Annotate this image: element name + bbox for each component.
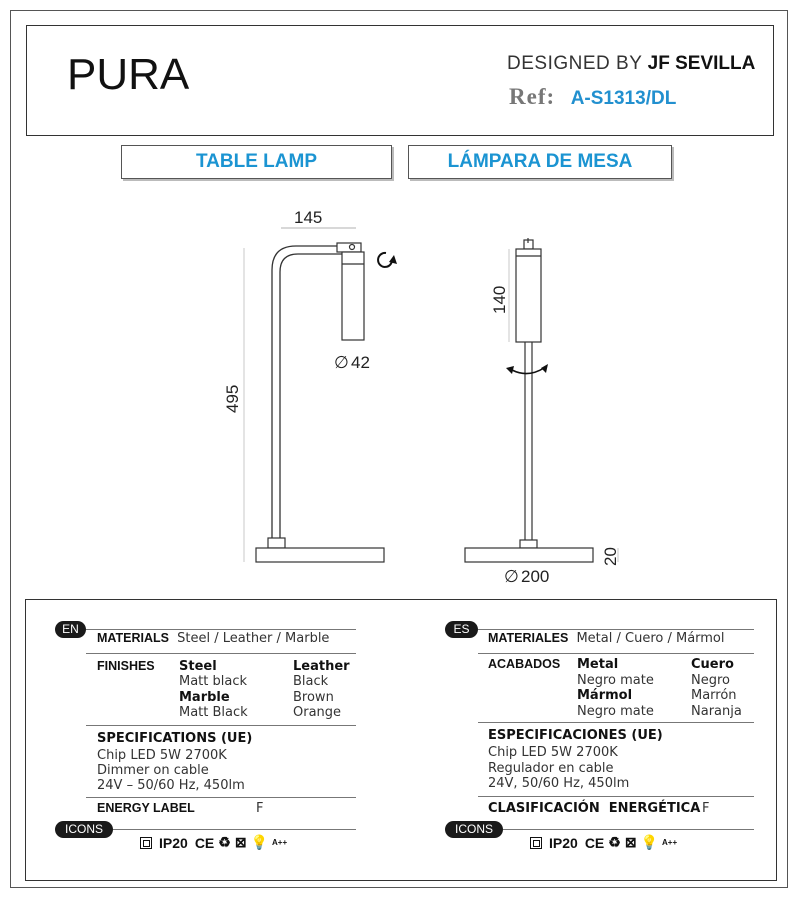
en-finish-leather-3: Orange	[293, 705, 342, 720]
dim-head-diameter: 42	[351, 353, 370, 372]
en-spec-3: 24V – 50/60 Hz, 450lm	[97, 778, 245, 793]
title-english: TABLE LAMP	[121, 145, 392, 179]
es-finish-cuero: Cuero	[691, 657, 734, 672]
weee-bin-icon: ⊠	[624, 834, 637, 850]
energy-class-icon: A++	[662, 838, 678, 847]
dim-width-145: 145	[294, 208, 323, 227]
en-specs-label: SPECIFICATIONS (UE)	[97, 731, 253, 746]
class-iii-icon	[140, 837, 152, 849]
es-spec-2: Regulador en cable	[488, 761, 614, 776]
es-finish-cuero-3: Naranja	[691, 704, 742, 719]
es-finish-marmol: Mármol	[577, 688, 633, 703]
lang-badge-en: EN	[55, 621, 86, 638]
es-specs-label: ESPECIFICACIONES (UE)	[488, 728, 663, 743]
swivel-arrowhead-right-icon	[541, 364, 548, 373]
icons-badge-es: ICONS	[445, 821, 503, 838]
en-spec-1: Chip LED 5W 2700K	[97, 748, 227, 763]
front-base-connector	[520, 540, 537, 548]
ref-code: A-S1313/DL	[570, 88, 677, 109]
lamp-arm	[272, 246, 346, 548]
divider-en-1	[86, 629, 356, 630]
en-materials-value: Steel / Leather / Marble	[177, 631, 330, 646]
led-bulb-icon: 💡	[640, 834, 658, 850]
side-view	[244, 228, 397, 562]
es-finish-marmol-color: Negro mate	[577, 704, 654, 719]
dim-base-diameter: 200	[521, 567, 550, 586]
weee-bin-icon: ⊠	[234, 834, 247, 850]
es-finish-metal: Metal	[577, 657, 619, 672]
es-icon-row	[530, 834, 677, 851]
es-finish-cuero-2: Marrón	[691, 688, 737, 703]
es-finishes-label: ACABADOS	[488, 657, 561, 671]
front-lamp-head	[516, 249, 541, 342]
en-energy-label: ENERGY LABEL	[97, 801, 195, 815]
es-energy-value: F	[702, 801, 710, 816]
front-view	[465, 238, 618, 562]
divider-es-3	[478, 722, 754, 723]
es-finish-metal-color: Negro mate	[577, 673, 654, 688]
en-icon-row	[140, 834, 287, 851]
en-finish-leather: Leather	[293, 659, 350, 674]
lamp-base	[256, 548, 384, 562]
lamp-head	[342, 252, 364, 340]
lang-badge-es: ES	[445, 621, 478, 638]
dim-diameter-symbol-42: ∅	[334, 353, 349, 372]
icons-badge-en: ICONS	[55, 821, 113, 838]
ce-mark-icon: CE	[584, 834, 605, 851]
front-base	[465, 548, 593, 562]
designed-by-label: DESIGNED BY	[507, 53, 643, 74]
technical-drawing	[0, 190, 800, 595]
header	[26, 25, 774, 136]
en-finishes-label: FINISHES	[97, 659, 155, 673]
ce-mark-icon: CE	[194, 834, 215, 851]
es-spec-1: Chip LED 5W 2700K	[488, 745, 618, 760]
en-spec-2: Dimmer on cable	[97, 763, 209, 778]
en-materials-row	[97, 631, 329, 646]
divider-es-4	[478, 796, 754, 797]
es-finish-cuero-1: Negro	[691, 673, 730, 688]
es-materials-label: MATERIALES	[488, 631, 569, 645]
rotate-arrow-icon	[378, 253, 392, 267]
divider-en-4	[86, 797, 356, 798]
recycle-icon: ♻	[218, 834, 231, 850]
dim-base-height-20: 20	[601, 547, 620, 566]
ip-rating: IP20	[549, 834, 578, 851]
swivel-arrow-icon	[512, 368, 544, 374]
es-spec-3: 24V, 50/60 Hz, 450lm	[488, 776, 630, 791]
ref-label: Ref:	[509, 84, 556, 109]
title-spanish: LÁMPARA DE MESA	[408, 145, 672, 179]
divider-es-2	[478, 653, 754, 654]
en-energy-value: F	[256, 801, 264, 816]
swivel-arrowhead-left-icon	[506, 366, 514, 374]
rotate-arrowhead-icon	[389, 255, 397, 264]
product-name: PURA	[67, 50, 190, 99]
base-connector	[268, 538, 285, 548]
en-finish-marble-color: Matt Black	[179, 705, 248, 720]
divider-es-5	[503, 829, 754, 830]
recycle-icon: ♻	[608, 834, 621, 850]
divider-es-1	[478, 629, 754, 630]
designer-line	[507, 53, 755, 75]
lamp-arm-inner	[280, 254, 346, 548]
en-finish-leather-1: Black	[293, 674, 329, 689]
divider-en-3	[86, 725, 356, 726]
es-materials-value: Metal / Cuero / Mármol	[576, 631, 725, 646]
en-finish-marble: Marble	[179, 690, 230, 705]
es-energy-label: CLASIFICACIÓN ENERGÉTICA	[488, 801, 701, 816]
ip-rating: IP20	[159, 834, 188, 851]
dim-height-495: 495	[223, 384, 242, 413]
specs-panel	[25, 599, 777, 881]
dim-head-height-140: 140	[490, 285, 509, 314]
designer-name: JF SEVILLA	[647, 53, 756, 74]
class-iii-icon	[530, 837, 542, 849]
dim-diameter-symbol-200: ∅	[504, 567, 519, 586]
divider-en-2	[86, 653, 356, 654]
led-bulb-icon: 💡	[250, 834, 268, 850]
divider-en-5	[113, 829, 356, 830]
en-finish-steel: Steel	[179, 659, 217, 674]
energy-class-icon: A++	[272, 838, 288, 847]
en-finish-leather-2: Brown	[293, 690, 334, 705]
es-materials-row	[488, 631, 725, 646]
en-finish-steel-color: Matt black	[179, 674, 248, 689]
reference-line	[509, 84, 676, 110]
en-materials-label: MATERIALS	[97, 631, 169, 645]
